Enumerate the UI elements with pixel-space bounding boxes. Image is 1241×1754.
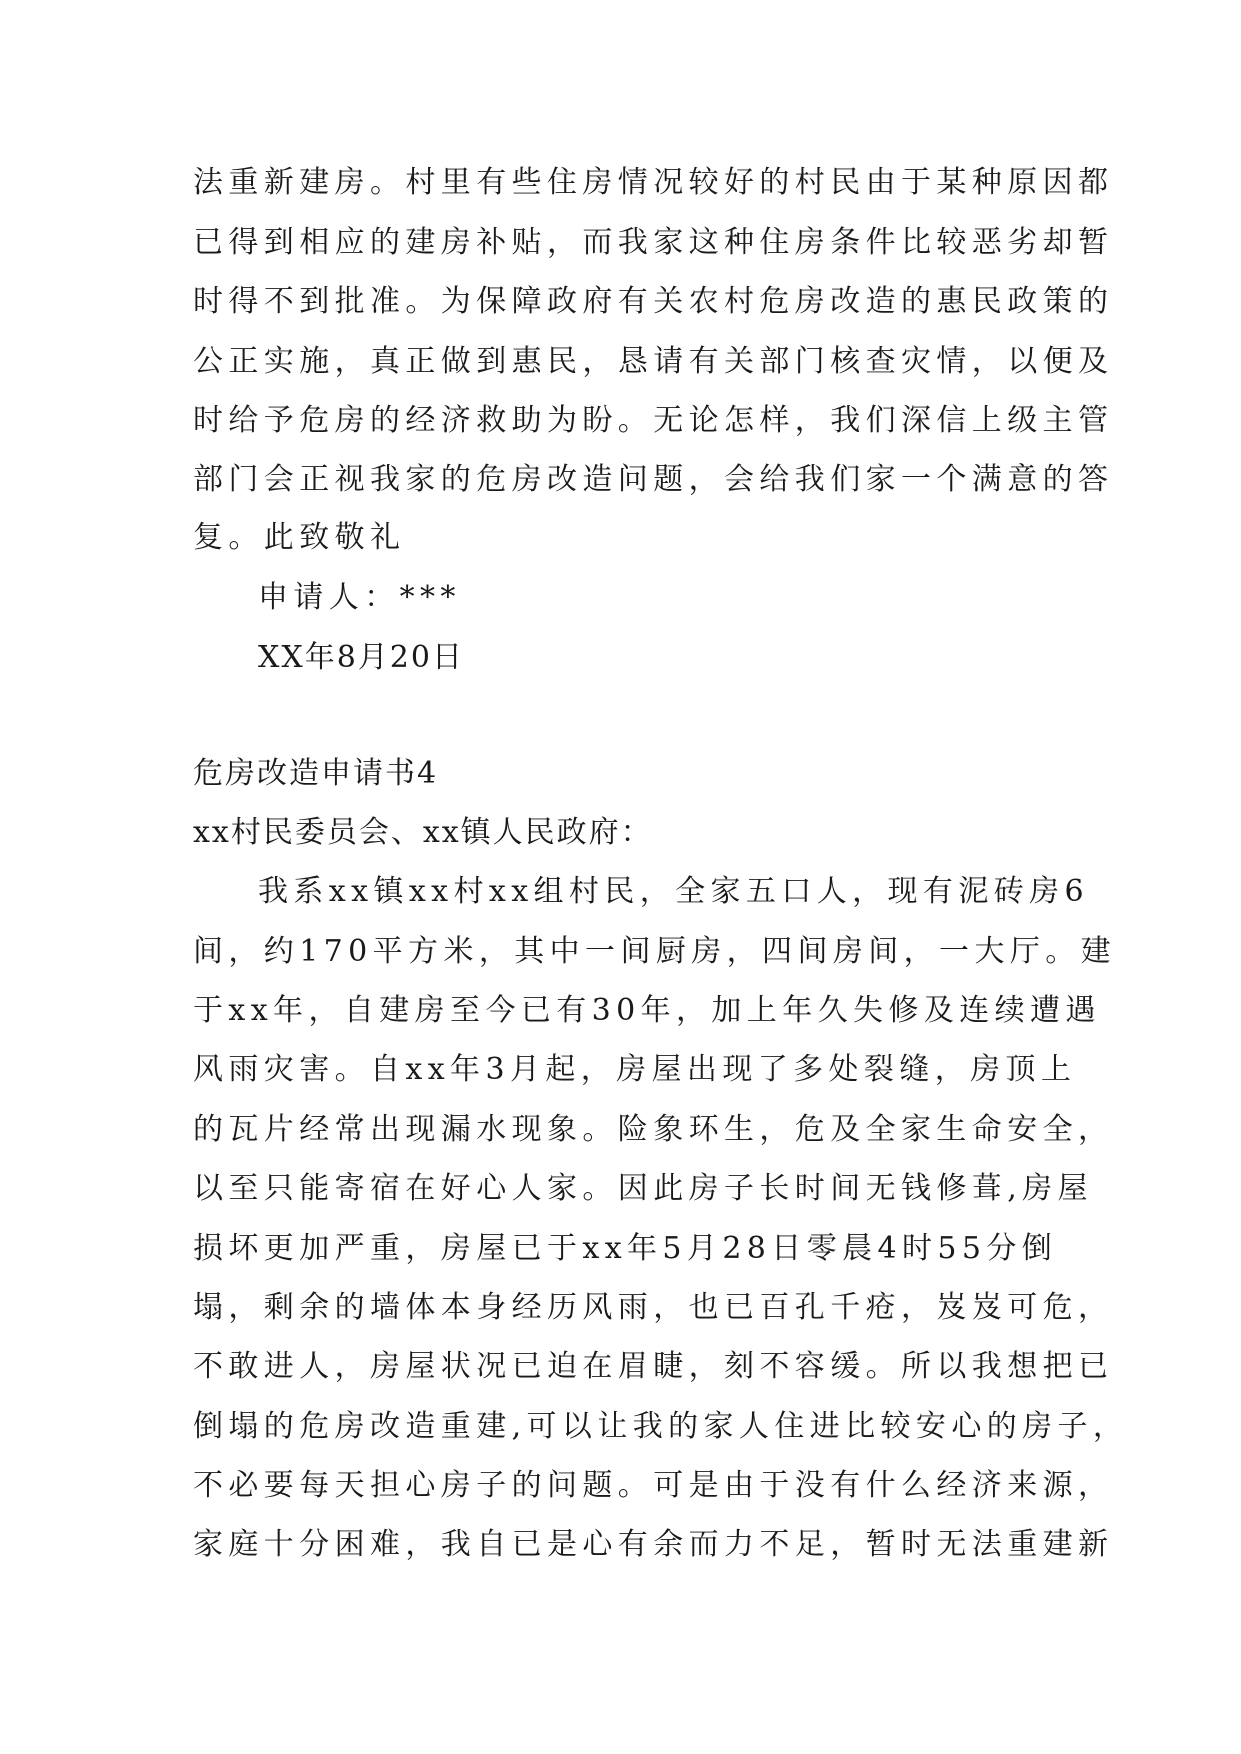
section-title: 危房改造申请书4 [193, 756, 439, 791]
paragraph-line: 于xx年，自建房至今已有30年，加上年久失修及连续遭遇 [193, 993, 1101, 1028]
paragraph-line: 间，约170平方米，其中一间厨房，四间房间，一大厅。建 [193, 934, 1117, 969]
paragraph-line: 复。此致敬礼 [193, 520, 406, 555]
paragraph-line: 我系xx镇xx村xx组村民，全家五口人，现有泥砖房6 [258, 874, 1089, 909]
paragraph-line: 不必要每天担心房子的问题。可是由于没有什么经济来源， [193, 1468, 1114, 1503]
paragraph-line: 塌，剩余的墙体本身经历风雨，也已百孔千疮，岌岌可危， [193, 1290, 1114, 1325]
paragraph-line: 倒塌的危房改造重建,可以让我的家人住进比较安心的房子， [193, 1409, 1129, 1444]
paragraph-line: 风雨灾害。自xx年3月起，房屋出现了多处裂缝，房顶上 [193, 1052, 1077, 1087]
paragraph-line: 部门会正视我家的危房改造问题，会给我们家一个满意的答 [193, 462, 1114, 497]
signature-date: XX年8月20日 [258, 640, 464, 675]
paragraph-line: 家庭十分困难，我自已是心有余而力不足，暂时无法重建新 [193, 1527, 1114, 1562]
paragraph-line: 损坏更加严重，房屋已于xx年5月28日零晨4时55分倒 [193, 1231, 1058, 1266]
applicant-signature: 申请人：*** [258, 580, 461, 615]
paragraph-line: 不敢进人，房屋状况已迫在眉睫，刻不容缓。所以我想把已 [193, 1349, 1114, 1384]
paragraph-line: 法重新建房。村里有些住房情况较好的村民由于某种原因都 [193, 165, 1114, 200]
paragraph-line: 公正实施，真正做到惠民，恳请有关部门核查灾情，以便及 [193, 344, 1114, 379]
paragraph-line: 的瓦片经常出现漏水现象。险象环生，危及全家生命安全， [193, 1112, 1114, 1147]
paragraph-line: 时得不到批准。为保障政府有关农村危房改造的惠民政策的 [193, 284, 1114, 319]
paragraph-line: 时给予危房的经济救助为盼。无论怎样，我们深信上级主管 [193, 403, 1114, 438]
paragraph-line: 以至只能寄宿在好心人家。因此房子长时间无钱修葺,房屋 [193, 1171, 1093, 1206]
addressee: xx村民委员会、xx镇人民政府： [193, 815, 653, 850]
paragraph-line: 已得到相应的建房补贴，而我家这种住房条件比较恶劣却暂 [193, 225, 1114, 260]
